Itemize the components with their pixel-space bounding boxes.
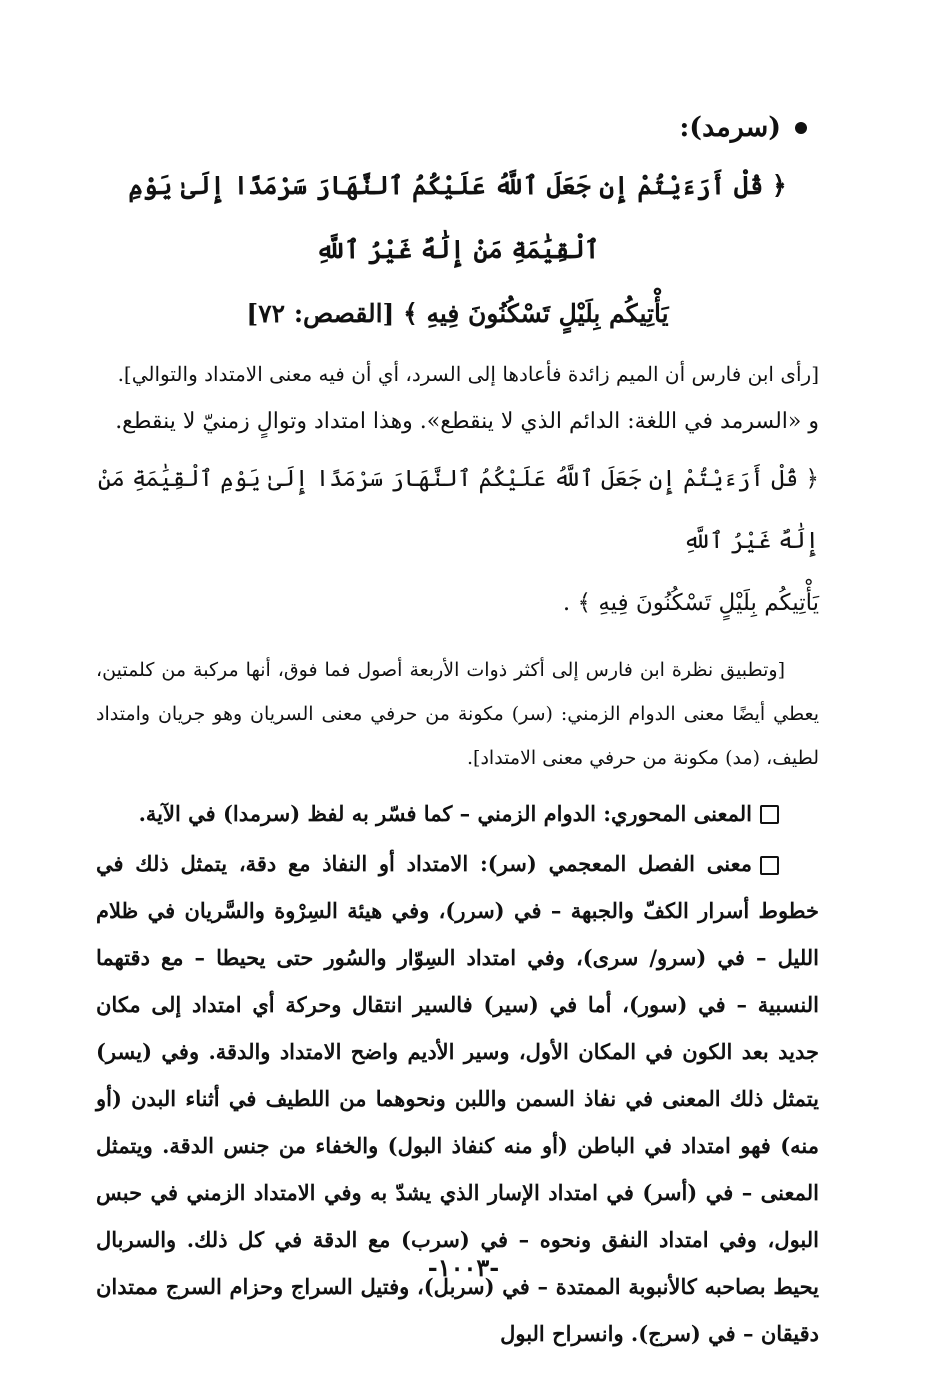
verse-line-1: ﴿ قُلْ أَرَءَيْتُمْ إِن جَعَلَ ٱللَّهُ عَلَيْكُمُ ٱلنَّهَارَ سَرْمَدًا إِلَىٰ يَوْمِ ٱلْقِيَٰمَةِ مَنْ إِلَٰهٌ غَيْرُ ٱللَّهِ bbox=[128, 171, 787, 264]
entry-title: (سرمد): bbox=[679, 112, 781, 143]
quran-inline-line-1: ﴿ قُلْ أَرَءَيْتُمْ إِن جَعَلَ ٱللَّهُ عَلَيْكُمُ ٱلنَّهَارَ سَرْمَدًا إِلَىٰ يَوْمِ ٱلْقِيَٰمَةِ مَنْ إِلَٰهٌ غَيْرُ ٱللَّهِ bbox=[97, 466, 819, 554]
intro-line-2: و «السرمد في اللغة: الدائم الذي لا ينقطع». وهذا امتداد وتوالٍ زمنيّ لا ينقطع. bbox=[115, 409, 819, 434]
application-paragraph: [وتطبيق نظرة ابن فارس إلى أكثر ذوات الأربعة أصول فما فوق، أنها مركبة من كلمتين، يعطي أيضًا معنى الدوام الزمني: (سر) مكونة من حرفي معنى السريان وهو جريان وامتداد لطيف، (مد) مكونة من حرفي معنى الامتداد]. bbox=[96, 659, 819, 769]
intro-line-1: [رأى ابن فارس أن الميم زائدة فأعادها إلى السرد، أي أن فيه معنى الامتداد والتوالي]. bbox=[117, 362, 819, 386]
checkbox-square-icon bbox=[760, 805, 779, 824]
axial-meaning-line bbox=[96, 788, 779, 840]
bullet-icon bbox=[795, 122, 807, 134]
quran-inline-line-2: يَأْتِيكُم بِلَيْلٍ تَسْكُنُونَ فِيهِ ﴾ . bbox=[562, 590, 819, 616]
quran-verse-block bbox=[96, 154, 819, 346]
lexical-meaning-text: معنى الفصل المعجمي (سر): الامتداد أو النفاذ مع دقة، يتمثل ذلك في خطوط أسرار الكفّ والجبهة – في (سرر)، وفي هيئة السِرْوة والسَّريان في ظلام الليل – في (سرو/ سرى)، وفي امتداد السِوّار والسُور حتى يحيطا – مع دقتهما النسبية – في (سور)، أما في (سير) فالسير انتقال وحركة أي امتداد إلى مكان جديد بعد الكون في المكان الأول، وسير الأديم واضح الامتداد والدقة. وفي (يسر) يتمثل ذلك المعنى في نفاذ السمن واللبن ونحوهما من اللطيف في أثناء البدن (أو منه) فهو امتداد في الباطن (أو منه كنفاذ البول) والخفاء من جنس الدقة. ويتمثل المعنى – في (أسر) في امتداد الإسار الذي يشدّ به وفي الامتداد الزمني في حبس البول، وفي امتداد النفق ونحوه – في (سرب) مع الدقة في كل ذلك. والسربال يحيط بصاحبه كالأنبوبة الممتدة – في (سربل)، وفتيل السراج وحزام السرج ممتدان دقيقان – في (سرج). وانسراح البول bbox=[96, 851, 819, 1346]
page-number: -١٠٠٣- bbox=[427, 1253, 500, 1282]
entry-heading bbox=[96, 108, 807, 148]
axial-meaning-text: المعنى المحوري: الدوام الزمني – كما فسّر به لفظ (سرمدا) في الآية. bbox=[138, 801, 752, 826]
checkbox-square-icon bbox=[760, 856, 779, 875]
verse-line-2: يَأْتِيكُم بِلَيْلٍ تَسْكُنُونَ فِيهِ ﴾ [القصص: ٧٢] bbox=[246, 299, 669, 328]
